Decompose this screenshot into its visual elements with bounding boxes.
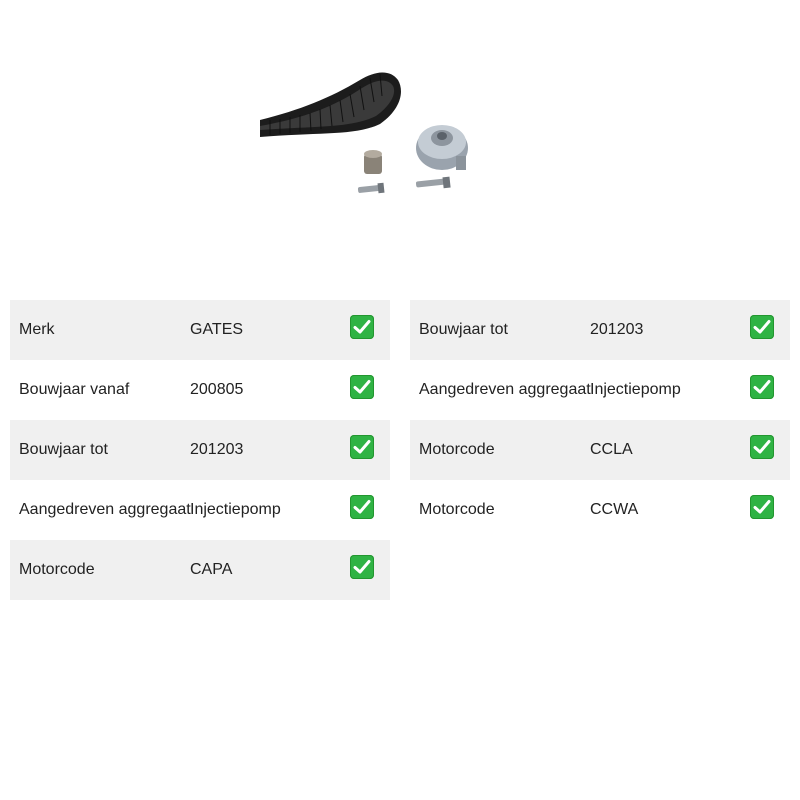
spec-label: Motorcode bbox=[19, 561, 95, 578]
spec-label: Motorcode bbox=[419, 441, 495, 458]
spec-table-left bbox=[10, 300, 390, 600]
spec-row bbox=[10, 540, 390, 600]
product-image bbox=[260, 62, 500, 202]
check-mark-icon bbox=[350, 555, 374, 579]
check-mark-icon bbox=[350, 315, 374, 339]
check-mark-icon bbox=[750, 495, 774, 519]
spec-value: Injectiepomp bbox=[190, 501, 281, 518]
check-mark-icon bbox=[350, 375, 374, 399]
spec-label: Aangedreven aggregaat bbox=[19, 501, 191, 518]
spec-value: GATES bbox=[190, 321, 244, 338]
spec-label: Bouwjaar tot bbox=[19, 441, 108, 458]
spec-row bbox=[10, 420, 390, 480]
spec-label: Motorcode bbox=[419, 501, 495, 518]
check-mark-icon bbox=[750, 435, 774, 459]
spec-value: 201203 bbox=[190, 441, 244, 458]
spec-row bbox=[410, 480, 790, 540]
spec-row bbox=[10, 360, 390, 420]
check-mark-icon bbox=[750, 375, 774, 399]
spec-row bbox=[10, 480, 390, 540]
spec-row bbox=[410, 300, 790, 360]
spec-row bbox=[410, 420, 790, 480]
spec-label: Merk bbox=[19, 321, 55, 338]
spec-value: Injectiepomp bbox=[590, 381, 681, 398]
spec-value: CCWA bbox=[590, 501, 639, 518]
check-mark-icon bbox=[350, 495, 374, 519]
spec-label: Bouwjaar vanaf bbox=[19, 381, 130, 398]
spec-value: CAPA bbox=[190, 561, 233, 578]
spec-label: Aangedreven aggregaat bbox=[419, 381, 591, 398]
check-mark-icon bbox=[750, 315, 774, 339]
spec-row bbox=[10, 300, 390, 360]
check-mark-icon bbox=[350, 435, 374, 459]
spec-row bbox=[410, 360, 790, 420]
spec-value: CCLA bbox=[590, 441, 633, 458]
spec-value: 201203 bbox=[590, 321, 644, 338]
spec-value: 200805 bbox=[190, 381, 244, 398]
spec-table-right bbox=[410, 300, 790, 540]
spec-label: Bouwjaar tot bbox=[419, 321, 508, 338]
